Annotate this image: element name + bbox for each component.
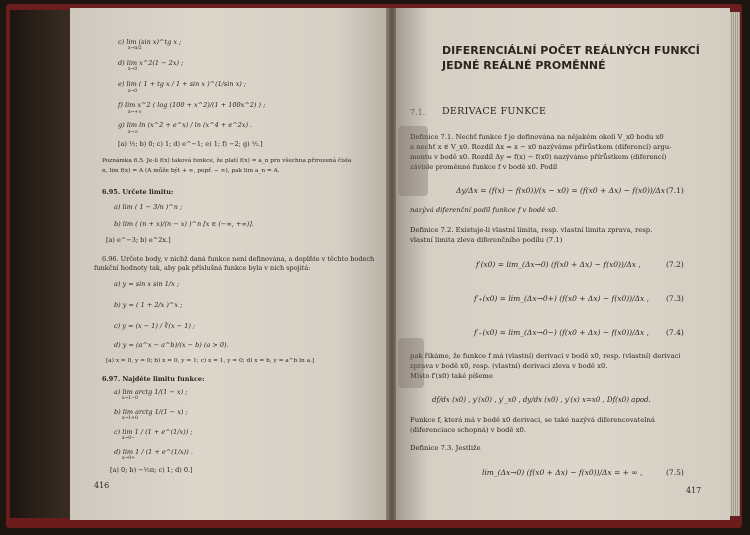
page-edges	[730, 12, 740, 516]
text-line: x→1−0	[122, 396, 138, 401]
page-stain	[398, 338, 424, 388]
text-line: x→∞	[128, 130, 139, 135]
equation-number: (7.2)	[666, 260, 684, 269]
equation-number: (7.5)	[666, 468, 684, 477]
equation-number: (7.3)	[666, 294, 684, 303]
text-line: a) lim arctg 1/(1 − x) ;	[114, 388, 188, 396]
answer-line: [a) e^−3; b) e^2x.]	[106, 236, 171, 244]
text-line: mentu v bodě x0. Rozdíl Δy = f(x) − f(x0) nazýváme přírůstkem (diferencí)	[410, 152, 667, 161]
note-line: n, lim f(x) = A (A může být + ∞, popř. − ∞), pak lim a_n = A.	[102, 168, 280, 174]
answer-line: [a) x = 0, y = 0; b) x = 0, y = 1; c) x = 1, y = 0; d) x = b, y = a^b ln a.]	[106, 358, 315, 364]
text-line: Definice 7.2. Existuje-li vlastní limita, resp. vlastní limita zprava, resp.	[410, 226, 653, 234]
page-number: 416	[94, 481, 110, 490]
equation-7-3: f′₊(x0) = lim_(Δx→0+) (f(x0 + Δx) − f(x0))/Δx ,	[474, 294, 650, 303]
definition-7-2	[410, 226, 710, 246]
equation-7-1: Δy/Δx = (f(x) − f(x0))/(x − x0) = (f(x0 + Δx) − f(x0))/Δx	[456, 186, 666, 195]
text-line: funkční hodnoty tak, aby pak příslušná funkce byla v nich spojitá:	[94, 264, 311, 272]
answer-line: [a) ½; b) 0; c) 1; d) e^−1; e) 1; f) −2; g) ½.]	[118, 140, 263, 148]
text-line: b) lim arctg 1/(1 − x) ;	[114, 408, 188, 416]
text-line: c) y = (x − 1) / ∛(x − 1) ;	[114, 322, 196, 330]
definition-7-2-tail	[410, 352, 710, 382]
equation-7-4: f′₋(x0) = lim_(Δx→0−) (f(x0 + Δx) − f(x0))/Δx ,	[474, 328, 650, 337]
text-line: x→1+0	[122, 416, 138, 421]
text-line: (diferenciace schopná) v bodě x0.	[410, 425, 527, 434]
section-title: DERIVACE FUNKCE	[442, 106, 547, 117]
text-line: a) y = sin x sin 1/x ;	[114, 280, 180, 288]
text-line: x→0	[128, 89, 138, 94]
differentiability-note	[410, 416, 710, 436]
text-line: závisle proměnné funkce f v bodě x0. Podíl	[410, 162, 558, 171]
exercise-title: 6.96. Určete body, v nichž daná funkce není definována, a doplňte v těchto bodech	[102, 255, 375, 263]
equation-7-2: f′(x0) = lim_(Δx→0) (f(x0 + Δx) − f(x0))/Δx ,	[476, 260, 641, 269]
text-line: x→0−	[122, 436, 135, 441]
page-number: 417	[686, 486, 702, 495]
text-line: c) lim (sin x)^tg x ;	[118, 38, 182, 46]
left-page	[70, 8, 388, 520]
derivative-notation: df/dx (x0) , y′(x0) , y′_x0 , dy/dx (x0) , y′(x) x=x0 , Df(x0) apod.	[432, 396, 651, 404]
text-line: Definice 7.1. Nechť funkce f je definována na nějakém okolí V_x0 bodu x0	[410, 133, 664, 141]
chapter-heading-line: DIFERENCIÁLNÍ POČET REÁLNÝCH FUNKCÍ	[442, 44, 700, 57]
right-page	[396, 8, 730, 520]
chapter-heading-line: JEDNÉ REÁLNÉ PROMĚNNÉ	[442, 58, 606, 72]
text-line: b) y = ( 1 + 2/x )^x ;	[114, 301, 183, 309]
page-stain	[398, 126, 428, 196]
text-line: c) lim 1 / (1 + e^(1/x)) ;	[114, 428, 193, 436]
text-line: a) lim ( 1 − 3/n )^n ;	[114, 203, 183, 211]
text-line: vlastní limita zleva diferenčního podílu (7.1)	[410, 235, 563, 244]
text-line: x→π/2	[128, 46, 142, 51]
exercise-title: 6.97. Najděte limitu funkce:	[102, 375, 205, 383]
section-number: 7.1.	[410, 108, 426, 117]
text-line: Funkce f, která má v bodě x0 derivaci, se také nazývá diferencovatelná	[410, 416, 655, 424]
text-line: b) lim ( (n + x)/(n − x) )^n [x ∈ (−∞, +∞)].	[114, 220, 254, 228]
answer-line: [a) 0; b) −½π; c) 1; d) 0.]	[110, 466, 193, 474]
text-line: d) lim 1 / (1 + e^(1/x)) .	[114, 448, 193, 456]
text-line: Místo f′(x0) také píšeme	[410, 371, 493, 380]
equation-number: (7.4)	[666, 328, 684, 337]
text-line: a nechť x ∈ V_x0. Rozdíl Δx = x − x0 nazýváme přírůstkem (diferencí) argu-	[410, 142, 672, 151]
definition-7-3	[410, 444, 710, 454]
text-line: pak říkáme, že funkce f má (vlastní) derivaci v bodě x0, resp. (vlastní) derivaci	[410, 352, 681, 360]
note-line: Poznámka 6.5. Je-li f(x) taková funkce, že platí f(x) = a_n pro všechna přirozená čísla	[102, 158, 352, 164]
text-line: x→0	[128, 67, 138, 72]
equation-7-5: lim_(Δx→0) (f(x0 + Δx) − f(x0))/Δx = + ∞ ,	[482, 468, 643, 477]
text-line: nazývá diferenční podíl funkce f v bodě x0.	[410, 206, 558, 214]
left-shadow	[10, 10, 70, 518]
text-line: d) lim x^2(1 − 2x) ;	[118, 59, 184, 67]
text-line: x→+∞	[128, 110, 142, 115]
chapter-heading	[442, 44, 712, 74]
text-line: zprava v bodě x0, resp. (vlastní) derivaci zleva v bodě x0.	[410, 361, 608, 370]
text-line: d) y = (a^x − a^b)/(x − b) (a > 0).	[114, 341, 229, 349]
text-line: f) lim x^2 ( log (100 + x^2)/(1 + 100x^2) ) ;	[118, 101, 266, 109]
text-line: x→0+	[122, 456, 135, 461]
definition-7-1	[410, 133, 710, 172]
text-line: Definice 7.3. Jestliže	[410, 444, 481, 452]
text-line: g) lim ln (x^2 + e^x) / ln (x^4 + e^2x) .	[118, 121, 253, 129]
text-line: e) lim ( 1 + tg x / 1 + sin x )^(1/sin x) ;	[118, 80, 247, 88]
definition-7-1-tail	[410, 206, 710, 216]
equation-number: (7.1)	[666, 186, 684, 195]
exercise-title: 6.95. Určete limitu:	[102, 188, 174, 196]
